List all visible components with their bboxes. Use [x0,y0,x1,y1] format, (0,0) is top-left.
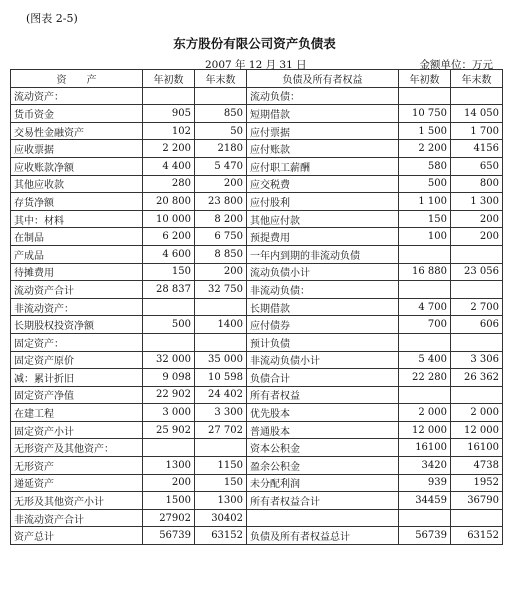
asset-end-cell: 35 000 [195,351,247,369]
liability-begin-cell [399,509,451,527]
asset-begin-cell [143,298,195,316]
liability-begin-cell: 2 200 [399,140,451,158]
asset-end-cell: 50 [195,122,247,140]
liability-end-cell: 4738 [451,457,503,475]
liability-end-cell: 14 050 [451,105,503,123]
asset-begin-cell: 3 000 [143,404,195,422]
currency-unit: 金额单位：万元 [419,59,493,71]
liability-end-cell: 1 300 [451,193,503,211]
asset-begin-cell: 905 [143,105,195,123]
asset-end-cell: 1150 [195,457,247,475]
liability-item-cell: 其他应付款 [247,210,399,228]
liability-begin-cell: 700 [399,316,451,334]
liability-end-cell: 4156 [451,140,503,158]
liability-item-cell: 非流动负债： [247,281,399,299]
liability-begin-cell: 150 [399,210,451,228]
liability-end-cell [451,386,503,404]
table-row [11,351,503,369]
liability-begin-cell: 34459 [399,492,451,510]
liability-item-cell: 短期借款 [247,105,399,123]
asset-item-cell: 待摊费用 [11,263,143,281]
liability-item-cell: 应付票据 [247,122,399,140]
asset-item-cell: 货币资金 [11,105,143,123]
document-title: 东方股份有限公司资产负债表 [173,36,336,51]
asset-item-cell: 交易性金融资产 [11,122,143,140]
asset-item-cell: 应收票据 [11,140,143,158]
liability-item-cell: 所有者权益合计 [247,492,399,510]
asset-end-cell: 2180 [195,140,247,158]
liability-end-cell: 26 362 [451,369,503,387]
table-row [11,492,503,510]
asset-end-cell [195,87,247,105]
balance-sheet-table [10,69,503,545]
liability-item-cell: 普通股本 [247,421,399,439]
liability-item-cell: 预计负债 [247,333,399,351]
asset-begin-cell: 6 200 [143,228,195,246]
asset-end-cell [195,298,247,316]
header-liabilities-begin: 年初数 [399,70,451,88]
asset-item-cell: 固定资产小计 [11,421,143,439]
asset-end-cell: 6 750 [195,228,247,246]
liability-item-cell: 盈余公积金 [247,457,399,475]
table-row [11,316,503,334]
asset-begin-cell: 4 400 [143,157,195,175]
liability-end-cell: 16100 [451,439,503,457]
asset-end-cell: 10 598 [195,369,247,387]
table-row [11,509,503,527]
asset-end-cell: 1400 [195,316,247,334]
asset-begin-cell: 32 000 [143,351,195,369]
liability-end-cell [451,333,503,351]
liability-end-cell: 1 700 [451,122,503,140]
asset-item-cell: 资产总计 [11,527,143,545]
liability-item-cell: 一年内到期的非流动负债 [247,245,399,263]
asset-item-cell: 在建工程 [11,404,143,422]
liability-end-cell: 3 306 [451,351,503,369]
asset-begin-cell: 2 200 [143,140,195,158]
liability-begin-cell: 1 100 [399,193,451,211]
liability-begin-cell: 12 000 [399,421,451,439]
liability-item-cell: 应付股利 [247,193,399,211]
liability-begin-cell: 500 [399,175,451,193]
asset-begin-cell: 500 [143,316,195,334]
asset-item-cell: 产成品 [11,245,143,263]
asset-end-cell: 850 [195,105,247,123]
asset-item-cell: 无形资产及其他资产： [11,439,143,457]
table-row [11,369,503,387]
asset-begin-cell: 22 902 [143,386,195,404]
table-row [11,263,503,281]
table-row [11,193,503,211]
liability-end-cell [451,87,503,105]
liability-item-cell: 未分配利润 [247,474,399,492]
asset-end-cell: 1300 [195,492,247,510]
asset-begin-cell: 4 600 [143,245,195,263]
liability-item-cell: 优先股本 [247,404,399,422]
liability-begin-cell: 3420 [399,457,451,475]
liability-end-cell: 63152 [451,527,503,545]
asset-item-cell: 流动资产合计 [11,281,143,299]
table-row [11,421,503,439]
liability-item-cell: 流动负债小计 [247,263,399,281]
asset-begin-cell: 150 [143,263,195,281]
liability-item-cell: 应付职工薪酬 [247,157,399,175]
table-row [11,228,503,246]
asset-item-cell: 流动资产： [11,87,143,105]
header-assets: 资 产 [11,70,143,88]
asset-begin-cell: 20 800 [143,193,195,211]
table-row [11,386,503,404]
liability-begin-cell: 16100 [399,439,451,457]
liability-item-cell: 负债合计 [247,369,399,387]
table-row [11,474,503,492]
asset-begin-cell [143,87,195,105]
asset-begin-cell: 10 000 [143,210,195,228]
liability-begin-cell: 4 700 [399,298,451,316]
asset-item-cell: 其中：材料 [11,210,143,228]
asset-item-cell: 非流动资产合计 [11,509,143,527]
asset-item-cell: 存货净额 [11,193,143,211]
liability-end-cell [451,509,503,527]
liability-begin-cell: 1 500 [399,122,451,140]
asset-item-cell: 长期股权投资净额 [11,316,143,334]
liability-begin-cell: 580 [399,157,451,175]
asset-item-cell: 其他应收款 [11,175,143,193]
liability-begin-cell: 5 400 [399,351,451,369]
liability-item-cell: 所有者权益 [247,386,399,404]
liability-item-cell: 预提费用 [247,228,399,246]
table-row [11,157,503,175]
asset-item-cell: 固定资产： [11,333,143,351]
asset-end-cell: 63152 [195,527,247,545]
liability-item-cell: 长期借款 [247,298,399,316]
asset-begin-cell: 27902 [143,509,195,527]
asset-end-cell [195,333,247,351]
liability-end-cell: 200 [451,210,503,228]
asset-end-cell: 8 200 [195,210,247,228]
liability-begin-cell: 100 [399,228,451,246]
table-row [11,245,503,263]
table-body [11,87,503,544]
asset-item-cell: 固定资产原价 [11,351,143,369]
liability-begin-cell: 939 [399,474,451,492]
asset-end-cell: 27 702 [195,421,247,439]
liability-begin-cell [399,333,451,351]
asset-item-cell: 在制品 [11,228,143,246]
asset-begin-cell [143,439,195,457]
asset-end-cell: 5 470 [195,157,247,175]
asset-begin-cell: 200 [143,474,195,492]
table-row [11,105,503,123]
asset-end-cell [195,439,247,457]
table-row [11,333,503,351]
asset-begin-cell: 56739 [143,527,195,545]
liability-begin-cell: 10 750 [399,105,451,123]
table-row [11,210,503,228]
liability-end-cell: 2 700 [451,298,503,316]
liability-end-cell: 36790 [451,492,503,510]
liability-item-cell: 流动负债： [247,87,399,105]
table-row [11,175,503,193]
liability-end-cell: 23 056 [451,263,503,281]
table-row [11,457,503,475]
asset-end-cell: 23 800 [195,193,247,211]
asset-item-cell: 非流动资产： [11,298,143,316]
asset-item-cell: 递延资产 [11,474,143,492]
table-row [11,404,503,422]
liability-end-cell: 800 [451,175,503,193]
asset-item-cell: 固定资产净值 [11,386,143,404]
liability-begin-cell: 16 880 [399,263,451,281]
table-row [11,122,503,140]
asset-item-cell: 无形及其他资产小计 [11,492,143,510]
header-assets-end: 年末数 [195,70,247,88]
liability-begin-cell: 22 280 [399,369,451,387]
report-date: 2007 年 12 月 31 日 [205,59,307,71]
liability-end-cell: 650 [451,157,503,175]
liability-end-cell: 200 [451,228,503,246]
table-row [11,140,503,158]
liability-end-cell: 606 [451,316,503,334]
asset-item-cell: 无形资产 [11,457,143,475]
table-row [11,298,503,316]
liability-begin-cell [399,281,451,299]
asset-begin-cell [143,333,195,351]
liability-begin-cell [399,245,451,263]
asset-end-cell: 30402 [195,509,247,527]
liability-begin-cell: 2 000 [399,404,451,422]
liability-item-cell: 应交税费 [247,175,399,193]
asset-end-cell: 150 [195,474,247,492]
liability-item-cell: 应付债券 [247,316,399,334]
liability-item-cell [247,509,399,527]
liability-begin-cell: 56739 [399,527,451,545]
asset-end-cell: 3 300 [195,404,247,422]
asset-begin-cell: 25 902 [143,421,195,439]
header-liabilities-end: 年末数 [451,70,503,88]
asset-begin-cell: 1300 [143,457,195,475]
table-row [11,527,503,545]
liability-end-cell: 2 000 [451,404,503,422]
table-row [11,87,503,105]
header-liabilities-equity: 负债及所有者权益 [247,70,399,88]
liability-end-cell [451,245,503,263]
asset-end-cell: 8 850 [195,245,247,263]
liability-item-cell: 非流动负债小计 [247,351,399,369]
liability-item-cell: 资本公积金 [247,439,399,457]
asset-item-cell: 应收账款净额 [11,157,143,175]
asset-begin-cell: 9 098 [143,369,195,387]
asset-end-cell: 200 [195,263,247,281]
asset-begin-cell: 1500 [143,492,195,510]
liability-item-cell: 应付账款 [247,140,399,158]
asset-end-cell: 32 750 [195,281,247,299]
table-header-row [11,70,503,88]
liability-begin-cell [399,87,451,105]
header-assets-begin: 年初数 [143,70,195,88]
asset-end-cell: 200 [195,175,247,193]
liability-end-cell: 12 000 [451,421,503,439]
liability-begin-cell [399,386,451,404]
liability-end-cell [451,281,503,299]
asset-begin-cell: 28 837 [143,281,195,299]
asset-begin-cell: 280 [143,175,195,193]
asset-item-cell: 减：累计折旧 [11,369,143,387]
asset-end-cell: 24 402 [195,386,247,404]
table-row [11,281,503,299]
asset-begin-cell: 102 [143,122,195,140]
table-row [11,439,503,457]
liability-item-cell: 负债及所有者权益总计 [247,527,399,545]
figure-caption: (图表 2-5) [26,12,78,25]
liability-end-cell: 1952 [451,474,503,492]
